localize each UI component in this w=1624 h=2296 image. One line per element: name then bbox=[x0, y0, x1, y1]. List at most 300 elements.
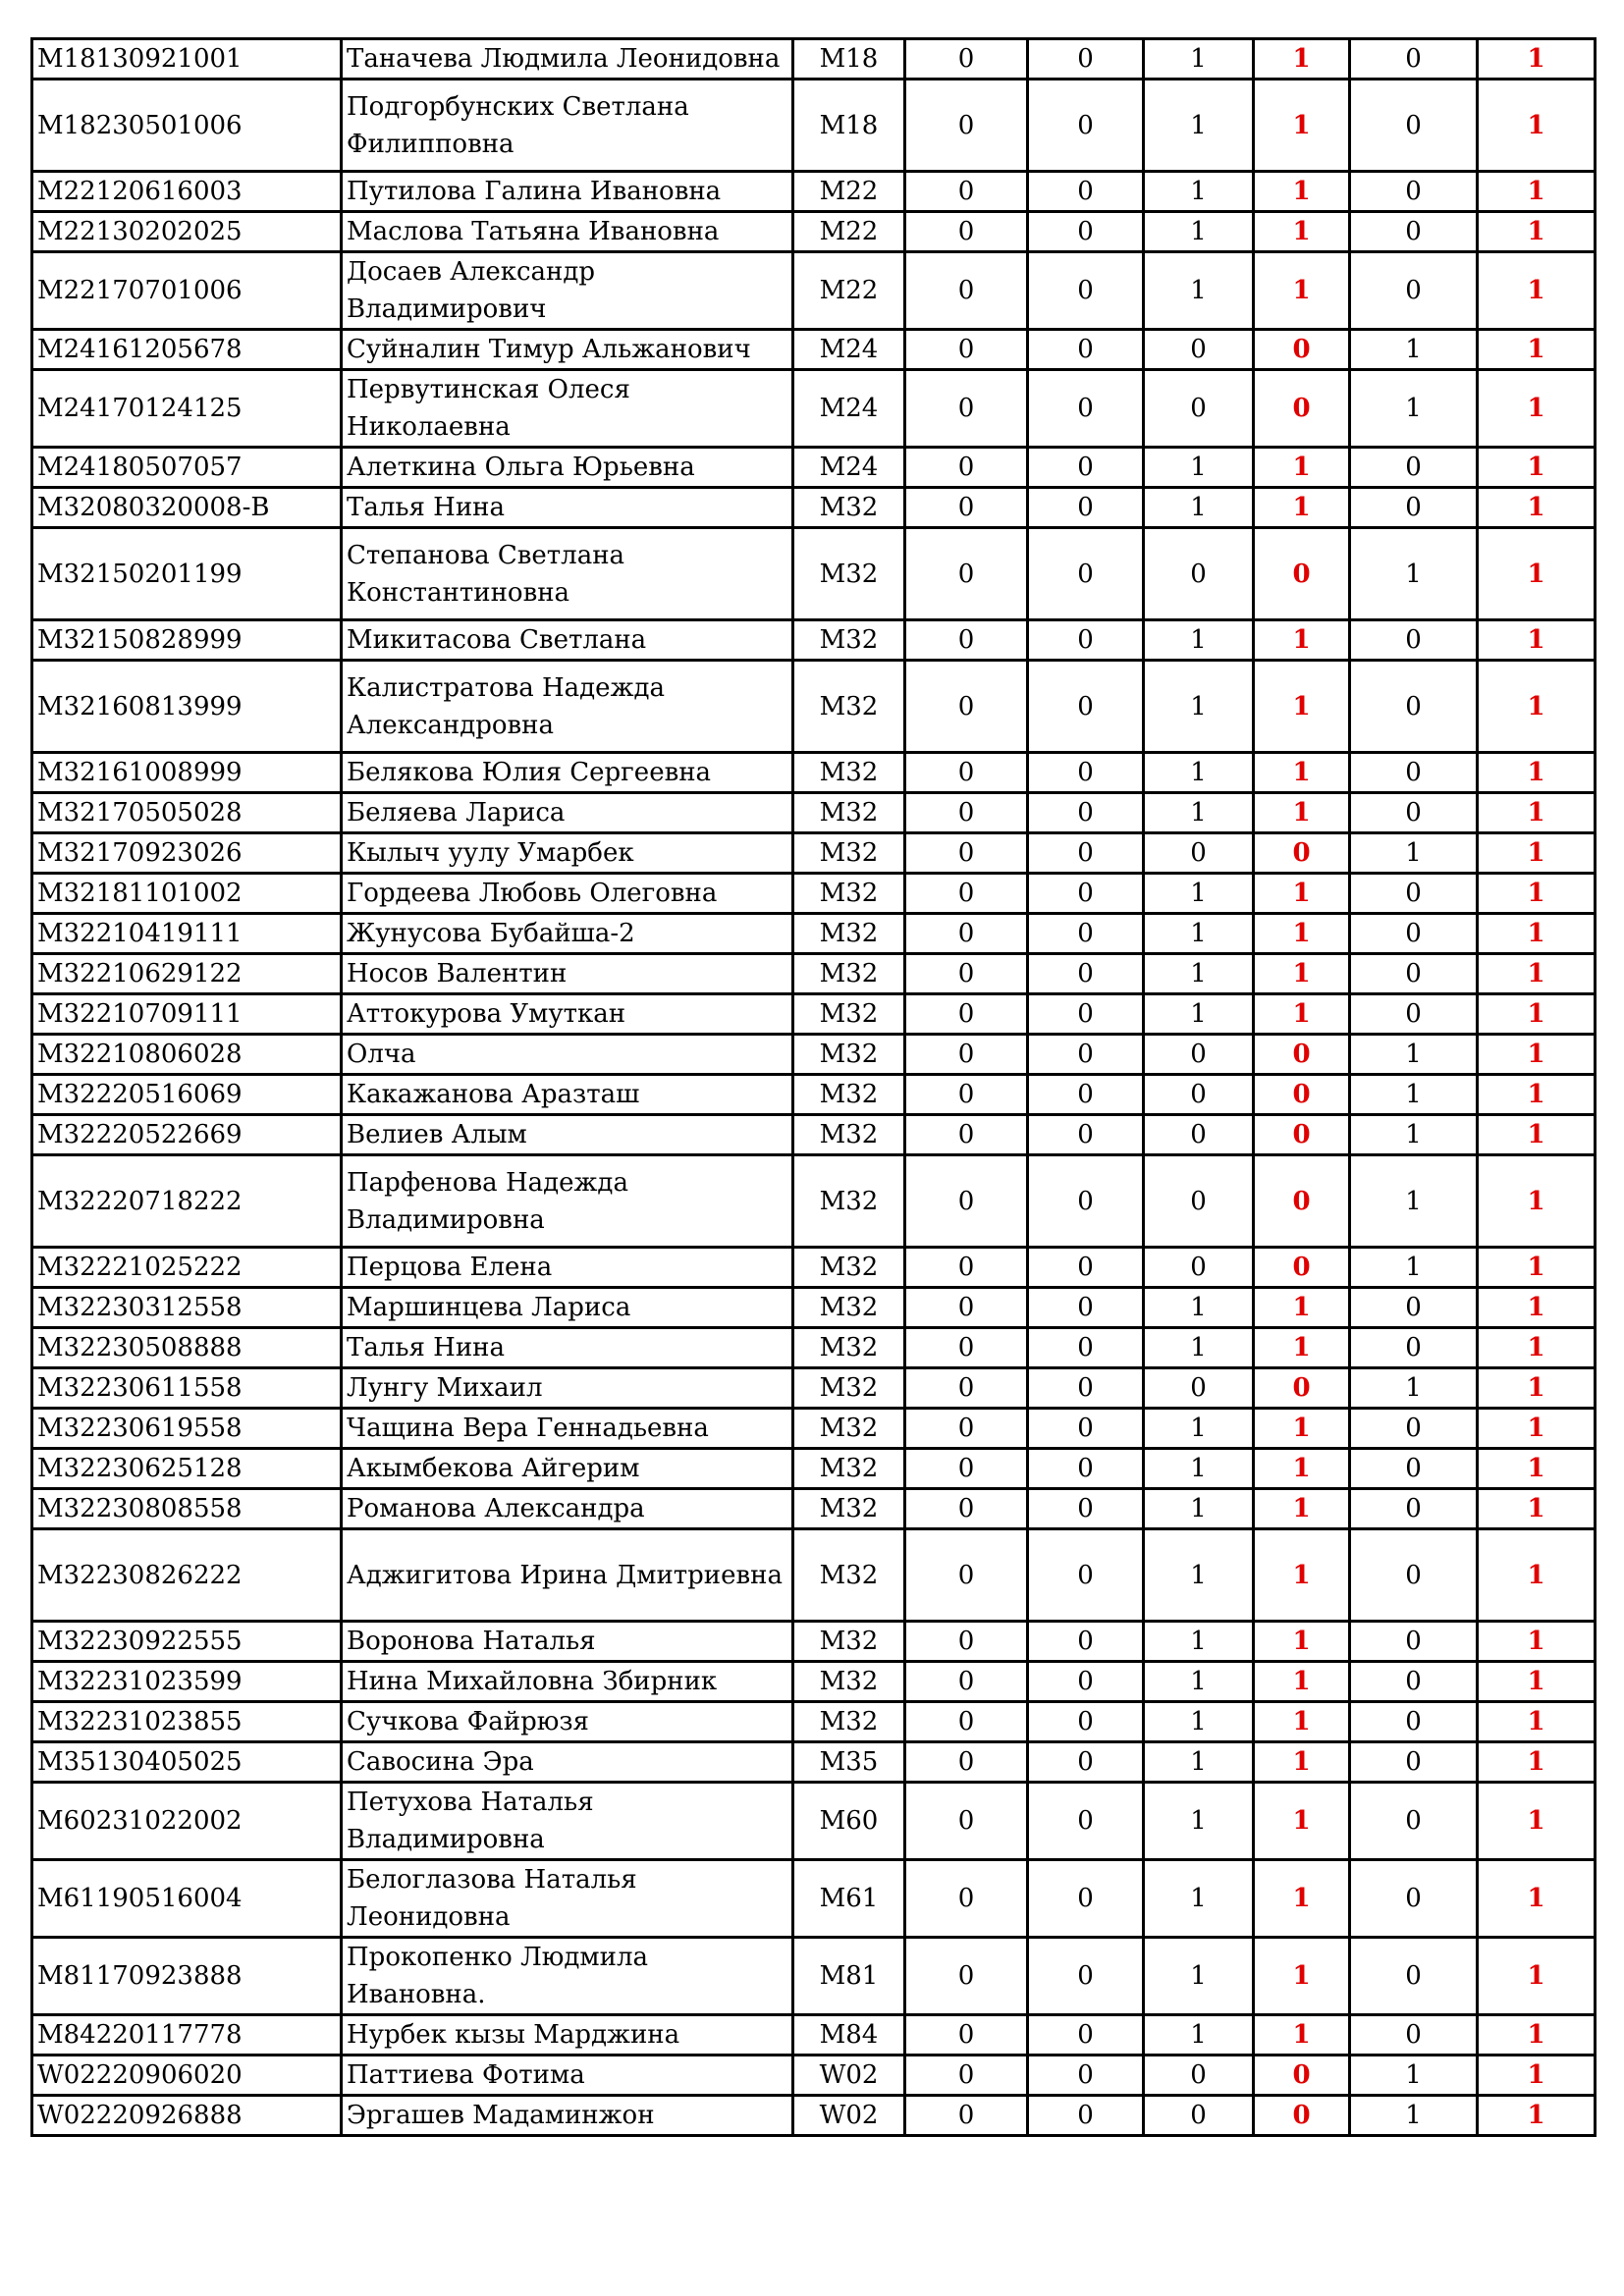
cell-v3: 1 bbox=[1144, 1529, 1254, 1622]
cell-total: 1 bbox=[1478, 661, 1596, 753]
cell-v1: 0 bbox=[905, 370, 1028, 448]
cell-sum: 0 bbox=[1254, 370, 1350, 448]
cell-v3: 1 bbox=[1144, 954, 1254, 994]
cell-v4: 0 bbox=[1350, 954, 1478, 994]
table-row bbox=[32, 488, 1596, 528]
cell-v4: 0 bbox=[1350, 172, 1478, 212]
cell-v2: 0 bbox=[1028, 874, 1144, 914]
cell-v4: 0 bbox=[1350, 1409, 1478, 1449]
cell-name: Досаев Александр Владимирович bbox=[342, 252, 793, 330]
cell-id: M32220522669 bbox=[32, 1115, 342, 1155]
cell-sum: 1 bbox=[1254, 1328, 1350, 1368]
cell-group: M32 bbox=[793, 661, 905, 753]
cell-id: M32230922555 bbox=[32, 1622, 342, 1662]
cell-v2: 0 bbox=[1028, 661, 1144, 753]
cell-v1: 0 bbox=[905, 914, 1028, 954]
cell-v2: 0 bbox=[1028, 2096, 1144, 2136]
cell-v3: 1 bbox=[1144, 1742, 1254, 1783]
cell-sum: 1 bbox=[1254, 1702, 1350, 1742]
cell-total: 1 bbox=[1478, 370, 1596, 448]
cell-v2: 0 bbox=[1028, 1783, 1144, 1860]
cell-name: Лунгу Михаил bbox=[342, 1368, 793, 1409]
cell-id: M32221025222 bbox=[32, 1248, 342, 1288]
cell-v3: 1 bbox=[1144, 661, 1254, 753]
cell-total: 1 bbox=[1478, 528, 1596, 620]
cell-v1: 0 bbox=[905, 80, 1028, 172]
cell-group: M32 bbox=[793, 1622, 905, 1662]
cell-sum: 1 bbox=[1254, 1662, 1350, 1702]
cell-id: M22170701006 bbox=[32, 252, 342, 330]
cell-total: 1 bbox=[1478, 914, 1596, 954]
cell-v3: 0 bbox=[1144, 2056, 1254, 2096]
cell-v1: 0 bbox=[905, 1938, 1028, 2015]
cell-v4: 1 bbox=[1350, 330, 1478, 370]
table-row bbox=[32, 1938, 1596, 2015]
cell-name: Воронова Наталья bbox=[342, 1622, 793, 1662]
cell-name: Гордеева Любовь Олеговна bbox=[342, 874, 793, 914]
cell-v1: 0 bbox=[905, 1622, 1028, 1662]
cell-v3: 1 bbox=[1144, 914, 1254, 954]
table-row bbox=[32, 833, 1596, 874]
cell-id: M32220718222 bbox=[32, 1155, 342, 1248]
cell-id: M18230501006 bbox=[32, 80, 342, 172]
cell-v4: 1 bbox=[1350, 1115, 1478, 1155]
cell-v2: 0 bbox=[1028, 1075, 1144, 1115]
cell-id: M24170124125 bbox=[32, 370, 342, 448]
cell-v2: 0 bbox=[1028, 212, 1144, 252]
cell-v1: 0 bbox=[905, 994, 1028, 1035]
cell-v2: 0 bbox=[1028, 370, 1144, 448]
table-row bbox=[32, 1742, 1596, 1783]
cell-v4: 0 bbox=[1350, 1702, 1478, 1742]
cell-v2: 0 bbox=[1028, 1702, 1144, 1742]
cell-v3: 1 bbox=[1144, 39, 1254, 80]
cell-v2: 0 bbox=[1028, 39, 1144, 80]
cell-v4: 0 bbox=[1350, 1489, 1478, 1529]
table-row bbox=[32, 1702, 1596, 1742]
cell-sum: 1 bbox=[1254, 39, 1350, 80]
cell-id: M32230611558 bbox=[32, 1368, 342, 1409]
cell-v2: 0 bbox=[1028, 1622, 1144, 1662]
cell-v4: 0 bbox=[1350, 212, 1478, 252]
cell-name: Перцова Елена bbox=[342, 1248, 793, 1288]
cell-id: M32231023599 bbox=[32, 1662, 342, 1702]
table-row bbox=[32, 1529, 1596, 1622]
cell-v3: 1 bbox=[1144, 994, 1254, 1035]
cell-v1: 0 bbox=[905, 2056, 1028, 2096]
cell-v1: 0 bbox=[905, 1449, 1028, 1489]
cell-v4: 0 bbox=[1350, 80, 1478, 172]
cell-name: Парфенова Надежда Владимировна bbox=[342, 1155, 793, 1248]
cell-v2: 0 bbox=[1028, 1662, 1144, 1702]
cell-total: 1 bbox=[1478, 1449, 1596, 1489]
cell-v1: 0 bbox=[905, 661, 1028, 753]
cell-sum: 0 bbox=[1254, 833, 1350, 874]
cell-group: M22 bbox=[793, 212, 905, 252]
cell-group: M32 bbox=[793, 1702, 905, 1742]
table-row bbox=[32, 914, 1596, 954]
cell-id: M32160813999 bbox=[32, 661, 342, 753]
cell-name: Велиев Алым bbox=[342, 1115, 793, 1155]
cell-v4: 0 bbox=[1350, 39, 1478, 80]
cell-id: M32230808558 bbox=[32, 1489, 342, 1529]
cell-v4: 0 bbox=[1350, 1938, 1478, 2015]
cell-v3: 1 bbox=[1144, 212, 1254, 252]
cell-id: M32210419111 bbox=[32, 914, 342, 954]
cell-v4: 1 bbox=[1350, 2096, 1478, 2136]
table-row bbox=[32, 1075, 1596, 1115]
cell-total: 1 bbox=[1478, 1529, 1596, 1622]
cell-v4: 0 bbox=[1350, 1662, 1478, 1702]
cell-v3: 1 bbox=[1144, 172, 1254, 212]
cell-id: M84220117778 bbox=[32, 2015, 342, 2056]
cell-v1: 0 bbox=[905, 39, 1028, 80]
cell-group: M32 bbox=[793, 753, 905, 793]
cell-v3: 0 bbox=[1144, 1368, 1254, 1409]
cell-name: Какажанова Аразташ bbox=[342, 1075, 793, 1115]
cell-v4: 1 bbox=[1350, 1075, 1478, 1115]
cell-name: Акымбекова Айгерим bbox=[342, 1449, 793, 1489]
cell-v4: 1 bbox=[1350, 833, 1478, 874]
cell-sum: 1 bbox=[1254, 874, 1350, 914]
cell-group: M32 bbox=[793, 1328, 905, 1368]
cell-v2: 0 bbox=[1028, 1328, 1144, 1368]
cell-id: M32170505028 bbox=[32, 793, 342, 833]
cell-v2: 0 bbox=[1028, 1938, 1144, 2015]
cell-v1: 0 bbox=[905, 793, 1028, 833]
cell-name: Сучкова Файрюзя bbox=[342, 1702, 793, 1742]
cell-v1: 0 bbox=[905, 212, 1028, 252]
cell-v2: 0 bbox=[1028, 252, 1144, 330]
cell-v2: 0 bbox=[1028, 448, 1144, 488]
cell-total: 1 bbox=[1478, 1368, 1596, 1409]
cell-id: M32220516069 bbox=[32, 1075, 342, 1115]
cell-v1: 0 bbox=[905, 528, 1028, 620]
cell-v3: 1 bbox=[1144, 1328, 1254, 1368]
cell-v3: 0 bbox=[1144, 528, 1254, 620]
cell-v4: 0 bbox=[1350, 793, 1478, 833]
cell-v4: 1 bbox=[1350, 1035, 1478, 1075]
table-row bbox=[32, 1449, 1596, 1489]
cell-name: Степанова Светлана Константиновна bbox=[342, 528, 793, 620]
cell-v1: 0 bbox=[905, 1035, 1028, 1075]
cell-group: M32 bbox=[793, 1529, 905, 1622]
cell-v3: 1 bbox=[1144, 448, 1254, 488]
cell-v2: 0 bbox=[1028, 620, 1144, 661]
cell-id: M22130202025 bbox=[32, 212, 342, 252]
cell-v2: 0 bbox=[1028, 528, 1144, 620]
cell-sum: 1 bbox=[1254, 994, 1350, 1035]
cell-name: Аттокурова Умуткан bbox=[342, 994, 793, 1035]
cell-group: M32 bbox=[793, 1662, 905, 1702]
cell-v3: 1 bbox=[1144, 620, 1254, 661]
cell-total: 1 bbox=[1478, 1938, 1596, 2015]
table-row bbox=[32, 661, 1596, 753]
cell-v4: 0 bbox=[1350, 1449, 1478, 1489]
cell-v4: 0 bbox=[1350, 1622, 1478, 1662]
cell-v2: 0 bbox=[1028, 80, 1144, 172]
cell-v3: 1 bbox=[1144, 1489, 1254, 1529]
cell-v3: 1 bbox=[1144, 1409, 1254, 1449]
cell-sum: 1 bbox=[1254, 620, 1350, 661]
cell-v4: 0 bbox=[1350, 994, 1478, 1035]
cell-v1: 0 bbox=[905, 1155, 1028, 1248]
cell-total: 1 bbox=[1478, 1702, 1596, 1742]
cell-sum: 1 bbox=[1254, 212, 1350, 252]
cell-group: M61 bbox=[793, 1860, 905, 1938]
cell-v2: 0 bbox=[1028, 1155, 1144, 1248]
table-row bbox=[32, 1409, 1596, 1449]
cell-total: 1 bbox=[1478, 1248, 1596, 1288]
cell-sum: 1 bbox=[1254, 1409, 1350, 1449]
cell-name: Суйналин Тимур Альжанович bbox=[342, 330, 793, 370]
results-table bbox=[30, 37, 1597, 2137]
cell-v3: 1 bbox=[1144, 252, 1254, 330]
cell-group: M24 bbox=[793, 448, 905, 488]
table-row bbox=[32, 1288, 1596, 1328]
cell-group: W02 bbox=[793, 2096, 905, 2136]
cell-v4: 1 bbox=[1350, 370, 1478, 448]
cell-group: M32 bbox=[793, 874, 905, 914]
table-row bbox=[32, 874, 1596, 914]
cell-sum: 0 bbox=[1254, 1035, 1350, 1075]
cell-sum: 1 bbox=[1254, 661, 1350, 753]
cell-sum: 0 bbox=[1254, 1115, 1350, 1155]
cell-v4: 0 bbox=[1350, 753, 1478, 793]
table-row bbox=[32, 1248, 1596, 1288]
cell-total: 1 bbox=[1478, 80, 1596, 172]
table-row bbox=[32, 330, 1596, 370]
cell-group: M24 bbox=[793, 370, 905, 448]
cell-v1: 0 bbox=[905, 1075, 1028, 1115]
cell-name: Эргашев Мадаминжон bbox=[342, 2096, 793, 2136]
cell-v4: 0 bbox=[1350, 1328, 1478, 1368]
cell-v4: 1 bbox=[1350, 1368, 1478, 1409]
cell-group: W02 bbox=[793, 2056, 905, 2096]
cell-total: 1 bbox=[1478, 833, 1596, 874]
cell-group: M32 bbox=[793, 954, 905, 994]
cell-total: 1 bbox=[1478, 620, 1596, 661]
table-row bbox=[32, 1328, 1596, 1368]
table-row bbox=[32, 528, 1596, 620]
cell-v1: 0 bbox=[905, 1409, 1028, 1449]
cell-v3: 1 bbox=[1144, 1702, 1254, 1742]
cell-total: 1 bbox=[1478, 1622, 1596, 1662]
cell-name: Талья Нина bbox=[342, 488, 793, 528]
cell-v3: 0 bbox=[1144, 833, 1254, 874]
cell-group: M60 bbox=[793, 1783, 905, 1860]
cell-v2: 0 bbox=[1028, 833, 1144, 874]
cell-total: 1 bbox=[1478, 1075, 1596, 1115]
cell-total: 1 bbox=[1478, 954, 1596, 994]
cell-id: M32210806028 bbox=[32, 1035, 342, 1075]
cell-v2: 0 bbox=[1028, 914, 1144, 954]
cell-v4: 0 bbox=[1350, 1288, 1478, 1328]
cell-v1: 0 bbox=[905, 1783, 1028, 1860]
cell-v1: 0 bbox=[905, 1860, 1028, 1938]
cell-v1: 0 bbox=[905, 833, 1028, 874]
cell-id: M32161008999 bbox=[32, 753, 342, 793]
cell-v3: 1 bbox=[1144, 2015, 1254, 2056]
cell-total: 1 bbox=[1478, 39, 1596, 80]
cell-sum: 1 bbox=[1254, 1938, 1350, 2015]
cell-name: Первутинская Олеся Николаевна bbox=[342, 370, 793, 448]
cell-id: M32150828999 bbox=[32, 620, 342, 661]
cell-name: Кылыч уулу Умарбек bbox=[342, 833, 793, 874]
cell-name: Белоглазова Наталья Леонидовна bbox=[342, 1860, 793, 1938]
cell-total: 1 bbox=[1478, 1783, 1596, 1860]
cell-total: 1 bbox=[1478, 1328, 1596, 1368]
cell-id: M32230826222 bbox=[32, 1529, 342, 1622]
cell-id: M32230619558 bbox=[32, 1409, 342, 1449]
cell-sum: 1 bbox=[1254, 1860, 1350, 1938]
cell-v1: 0 bbox=[905, 1115, 1028, 1155]
cell-v3: 0 bbox=[1144, 1115, 1254, 1155]
cell-name: Микитасова Светлана bbox=[342, 620, 793, 661]
cell-sum: 1 bbox=[1254, 488, 1350, 528]
cell-v4: 1 bbox=[1350, 1155, 1478, 1248]
cell-v3: 0 bbox=[1144, 1075, 1254, 1115]
cell-total: 1 bbox=[1478, 488, 1596, 528]
cell-v3: 0 bbox=[1144, 1248, 1254, 1288]
cell-sum: 0 bbox=[1254, 1248, 1350, 1288]
cell-v3: 1 bbox=[1144, 80, 1254, 172]
cell-sum: 1 bbox=[1254, 954, 1350, 994]
cell-v1: 0 bbox=[905, 874, 1028, 914]
cell-v3: 0 bbox=[1144, 330, 1254, 370]
cell-name: Прокопенко Людмила Ивановна. bbox=[342, 1938, 793, 2015]
table-row bbox=[32, 1860, 1596, 1938]
cell-total: 1 bbox=[1478, 212, 1596, 252]
cell-id: M32210629122 bbox=[32, 954, 342, 994]
cell-name: Петухова Наталья Владимировна bbox=[342, 1783, 793, 1860]
table-row bbox=[32, 1783, 1596, 1860]
cell-group: M32 bbox=[793, 1155, 905, 1248]
cell-name: Таначева Людмила Леонидовна bbox=[342, 39, 793, 80]
cell-sum: 1 bbox=[1254, 252, 1350, 330]
cell-sum: 1 bbox=[1254, 793, 1350, 833]
cell-sum: 1 bbox=[1254, 1529, 1350, 1622]
cell-sum: 1 bbox=[1254, 80, 1350, 172]
cell-v1: 0 bbox=[905, 172, 1028, 212]
table-row bbox=[32, 1035, 1596, 1075]
cell-group: M32 bbox=[793, 620, 905, 661]
cell-name: Носов Валентин bbox=[342, 954, 793, 994]
cell-id: M32150201199 bbox=[32, 528, 342, 620]
cell-v2: 0 bbox=[1028, 1489, 1144, 1529]
table-row bbox=[32, 252, 1596, 330]
cell-v3: 1 bbox=[1144, 793, 1254, 833]
cell-v3: 1 bbox=[1144, 488, 1254, 528]
cell-id: M24180507057 bbox=[32, 448, 342, 488]
cell-v3: 1 bbox=[1144, 1288, 1254, 1328]
cell-id: M32230508888 bbox=[32, 1328, 342, 1368]
cell-group: M32 bbox=[793, 488, 905, 528]
cell-group: M32 bbox=[793, 1368, 905, 1409]
cell-v4: 0 bbox=[1350, 620, 1478, 661]
cell-sum: 1 bbox=[1254, 1742, 1350, 1783]
cell-v2: 0 bbox=[1028, 1449, 1144, 1489]
cell-id: M32080320008-B bbox=[32, 488, 342, 528]
cell-group: M32 bbox=[793, 1075, 905, 1115]
table-row bbox=[32, 80, 1596, 172]
cell-id: M18130921001 bbox=[32, 39, 342, 80]
cell-id: M24161205678 bbox=[32, 330, 342, 370]
cell-group: M81 bbox=[793, 1938, 905, 2015]
cell-v1: 0 bbox=[905, 1529, 1028, 1622]
cell-name: Аджигитова Ирина Дмитриевна bbox=[342, 1529, 793, 1622]
table-row bbox=[32, 1662, 1596, 1702]
cell-group: M32 bbox=[793, 914, 905, 954]
cell-total: 1 bbox=[1478, 874, 1596, 914]
cell-id: M60231022002 bbox=[32, 1783, 342, 1860]
cell-total: 1 bbox=[1478, 330, 1596, 370]
cell-name: Алеткина Ольга Юрьевна bbox=[342, 448, 793, 488]
cell-name: Талья Нина bbox=[342, 1328, 793, 1368]
cell-id: M32230625128 bbox=[32, 1449, 342, 1489]
cell-v2: 0 bbox=[1028, 1248, 1144, 1288]
cell-group: M32 bbox=[793, 793, 905, 833]
cell-name: Нурбек кызы Марджина bbox=[342, 2015, 793, 2056]
cell-name: Путилова Галина Ивановна bbox=[342, 172, 793, 212]
cell-total: 1 bbox=[1478, 793, 1596, 833]
cell-v1: 0 bbox=[905, 1368, 1028, 1409]
cell-v3: 1 bbox=[1144, 1662, 1254, 1702]
cell-total: 1 bbox=[1478, 252, 1596, 330]
cell-v4: 1 bbox=[1350, 528, 1478, 620]
cell-v2: 0 bbox=[1028, 330, 1144, 370]
cell-total: 1 bbox=[1478, 1409, 1596, 1449]
cell-v1: 0 bbox=[905, 2015, 1028, 2056]
cell-total: 1 bbox=[1478, 1115, 1596, 1155]
cell-group: M35 bbox=[793, 1742, 905, 1783]
cell-name: Паттиева Фотима bbox=[342, 2056, 793, 2096]
cell-group: M32 bbox=[793, 833, 905, 874]
table-row bbox=[32, 1622, 1596, 1662]
cell-v4: 0 bbox=[1350, 1742, 1478, 1783]
cell-v4: 0 bbox=[1350, 661, 1478, 753]
cell-sum: 1 bbox=[1254, 448, 1350, 488]
cell-total: 1 bbox=[1478, 1035, 1596, 1075]
cell-total: 1 bbox=[1478, 172, 1596, 212]
cell-total: 1 bbox=[1478, 2056, 1596, 2096]
cell-sum: 1 bbox=[1254, 753, 1350, 793]
cell-v2: 0 bbox=[1028, 2015, 1144, 2056]
cell-v3: 1 bbox=[1144, 1622, 1254, 1662]
cell-total: 1 bbox=[1478, 1489, 1596, 1529]
cell-name: Подгорбунских Светлана Филипповна bbox=[342, 80, 793, 172]
table-row bbox=[32, 448, 1596, 488]
cell-id: M32230312558 bbox=[32, 1288, 342, 1328]
cell-v2: 0 bbox=[1028, 1288, 1144, 1328]
cell-v2: 0 bbox=[1028, 1742, 1144, 1783]
table-row bbox=[32, 954, 1596, 994]
cell-group: M32 bbox=[793, 1489, 905, 1529]
cell-v3: 1 bbox=[1144, 753, 1254, 793]
cell-v1: 0 bbox=[905, 488, 1028, 528]
cell-sum: 0 bbox=[1254, 1368, 1350, 1409]
cell-v2: 0 bbox=[1028, 1368, 1144, 1409]
cell-v2: 0 bbox=[1028, 2056, 1144, 2096]
cell-sum: 1 bbox=[1254, 1449, 1350, 1489]
table-row bbox=[32, 753, 1596, 793]
cell-sum: 0 bbox=[1254, 528, 1350, 620]
cell-name: Маслова Татьяна Ивановна bbox=[342, 212, 793, 252]
table-row bbox=[32, 1368, 1596, 1409]
cell-v1: 0 bbox=[905, 1489, 1028, 1529]
cell-id: M32170923026 bbox=[32, 833, 342, 874]
cell-total: 1 bbox=[1478, 1860, 1596, 1938]
